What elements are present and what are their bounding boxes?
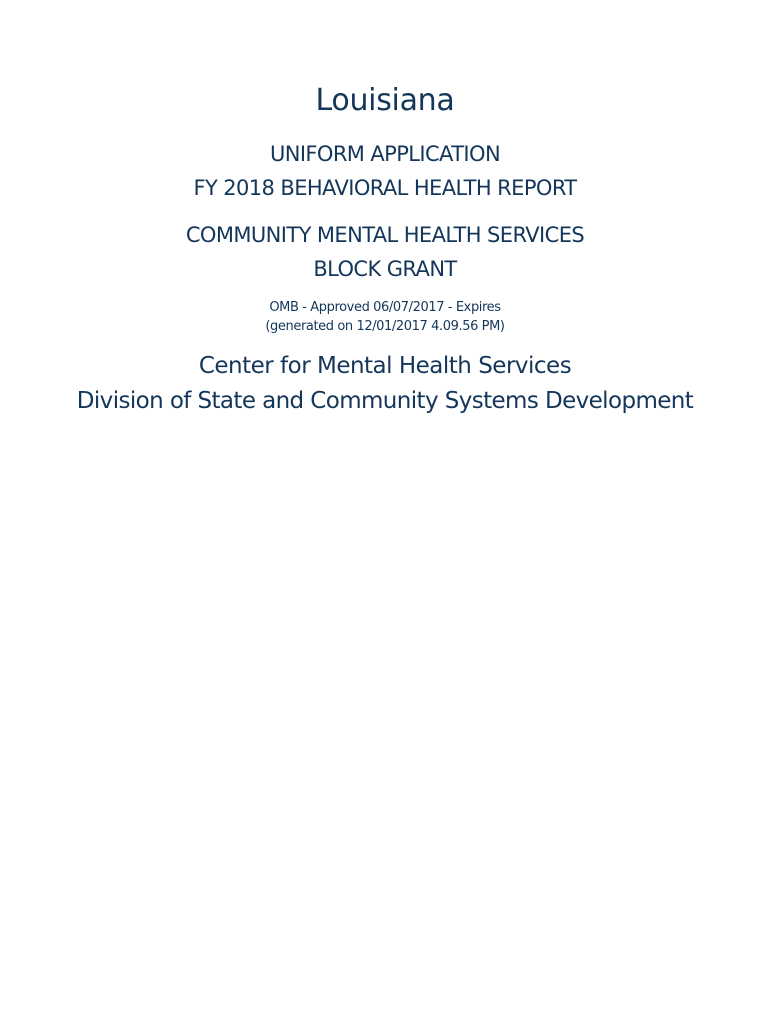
- program-title-line-2: BLOCK GRANT: [313, 257, 457, 281]
- generated-timestamp: (generated on 12/01/2017 4.09.56 PM): [265, 319, 505, 334]
- application-title: UNIFORM APPLICATION: [269, 142, 501, 166]
- division-name: Division of State and Community Systems Development: [76, 388, 694, 414]
- program-title-line-1: COMMUNITY MENTAL HEALTH SERVICES: [185, 223, 585, 247]
- report-title: FY 2018 BEHAVIORAL HEALTH REPORT: [193, 176, 577, 200]
- state-name: Louisiana: [315, 83, 455, 118]
- omb-approval-note: OMB - Approved 06/07/2017 - Expires: [269, 300, 501, 315]
- center-name: Center for Mental Health Services: [198, 353, 572, 379]
